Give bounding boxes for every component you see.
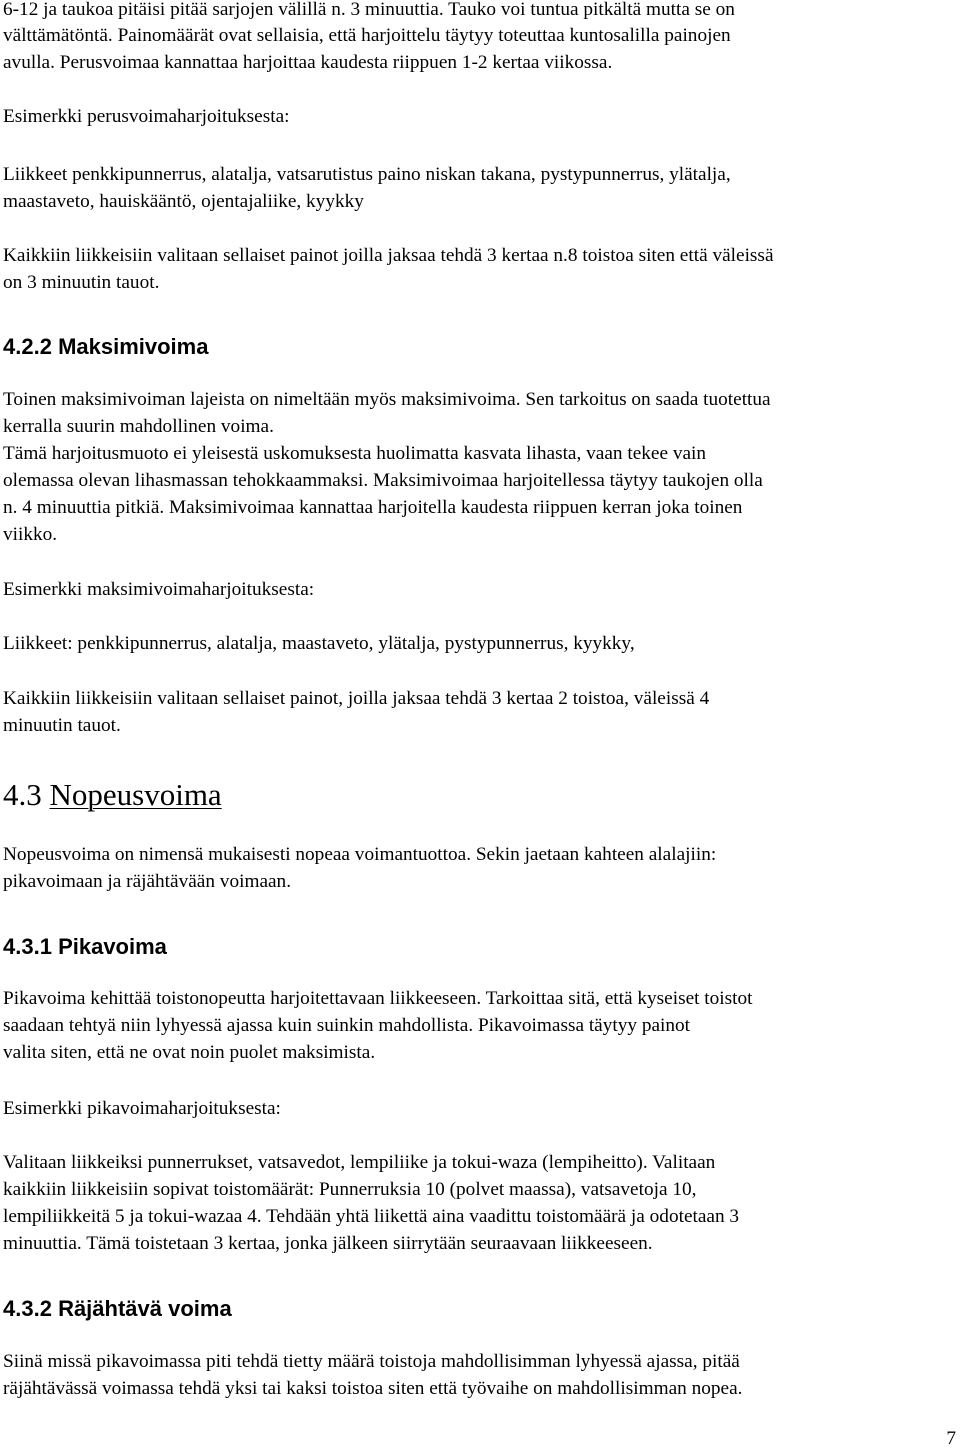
section-4-3-1-number: 4.3.1 — [3, 934, 52, 959]
section-4-3-title: Nopeusvoima — [49, 777, 222, 812]
section-4-3-number: 4.3 — [3, 777, 42, 812]
section-4-3-2-number: 4.3.2 — [3, 1296, 52, 1321]
section-4-3-1-heading — [3, 934, 167, 960]
section-4-3-1-line-3: valita siten, että ne ovat noin puolet maksimista. — [3, 1042, 376, 1063]
intro-line-2: välttämätöntä. Painomäärät ovat sellaisia, että harjoittelu täytyy toteuttaa kuntosalilla painojen — [3, 25, 731, 46]
section-4-2-2-line-1: Toinen maksimivoiman lajeista on nimeltään myös maksimivoima. Sen tarkoitus on saada tuotettua — [3, 389, 771, 410]
section-4-2-2-line-5: n. 4 minuuttia pitkiä. Maksimivoimaa kannattaa harjoitella kaudesta riippuen kerran joka toinen — [3, 497, 743, 518]
example1-weights-line-1: Kaikkiin liikkeisiin valitaan sellaiset painot joilla jaksaa tehdä 3 kertaa n.8 toistoa siten että väleissä — [3, 245, 774, 266]
example3-line-4: minuuttia. Tämä toistetaan 3 kertaa, jonka jälkeen siirrytään seuraavaan liikkeeseen. — [3, 1233, 653, 1254]
example2-weights-line-2: minuutin tauot. — [3, 715, 121, 736]
section-4-2-2-title: Maksimivoima — [58, 334, 209, 359]
section-4-3-1-line-1: Pikavoima kehittää toistonopeutta harjoitettavaan liikkeeseen. Tarkoittaa sitä, että kyseiset toistot — [3, 988, 753, 1009]
example2-moves: Liikkeet: penkkipunnerrus, alatalja, maastaveto, ylätalja, pystypunnerrus, kyykky, — [3, 633, 635, 654]
example2-heading: Esimerkki maksimivoimaharjoituksesta: — [3, 579, 315, 600]
intro-line-3: avulla. Perusvoimaa kannattaa harjoittaa kaudesta riippuen 1-2 kertaa viikossa. — [3, 52, 613, 73]
page-number: 7 — [946, 1428, 956, 1449]
section-4-3-line-1: Nopeusvoima on nimensä mukaisesti nopeaa voimantuottoa. Sekin jaetaan kahteen alalajiin: — [3, 844, 717, 865]
example3-line-1: Valitaan liikkeiksi punnerrukset, vatsavedot, lempiliike ja tokui-waza (lempiheitto). Valitaan — [3, 1152, 716, 1173]
section-4-3-2-heading — [3, 1296, 232, 1322]
section-4-3-1-line-2: saadaan tehtyä niin lyhyessä ajassa kuin suinkin mahdollista. Pikavoimassa täytyy painot — [3, 1015, 691, 1036]
section-4-2-2-line-3: Tämä harjoitusmuoto ei yleisestä uskomuksesta huolimatta kasvata lihasta, vaan tekee vain — [3, 443, 707, 464]
example1-heading: Esimerkki perusvoimaharjoituksesta: — [3, 106, 290, 127]
example1-moves-line-2: maastaveto, hauiskääntö, ojentajaliike, kyykky — [3, 191, 364, 212]
section-4-2-2-number: 4.2.2 — [3, 334, 52, 359]
example2-weights-line-1: Kaikkiin liikkeisiin valitaan sellaiset painot, joilla jaksaa tehdä 3 kertaa 2 toistoa, väleissä 4 — [3, 688, 710, 709]
example3-line-3: lempiliikkeitä 5 ja tokui-wazaa 4. Tehdään yhtä liikettä aina vaadittu toistomäärä ja odotetaan 3 — [3, 1206, 740, 1227]
intro-line-1: 6-12 ja taukoa pitäisi pitää sarjojen välillä n. 3 minuuttia. Tauko voi tuntua pitkältä mutta se on — [3, 0, 735, 20]
example1-moves-line-1: Liikkeet penkkipunnerrus, alatalja, vatsarutistus paino niskan takana, pystypunnerrus, ylätalja, — [3, 164, 731, 185]
section-4-3-2-line-1: Siinä missä pikavoimassa piti tehdä tietty määrä toistoja mahdollisimman lyhyessä ajassa, pitää — [3, 1351, 740, 1372]
section-4-3-line-2: pikavoimaan ja räjähtävään voimaan. — [3, 871, 292, 892]
section-4-2-2-line-4: olemassa olevan lihasmassan tehokkaammaksi. Maksimivoimaa harjoitellessa täytyy taukojen olla — [3, 470, 763, 491]
section-4-2-2-line-6: viikko. — [3, 524, 58, 545]
section-4-3-1-title: Pikavoima — [58, 934, 167, 959]
section-4-3-heading — [3, 777, 222, 813]
section-4-2-2-heading — [3, 334, 208, 360]
example3-heading: Esimerkki pikavoimaharjoituksesta: — [3, 1098, 281, 1119]
section-4-2-2-line-2: kerralla suurin mahdollinen voima. — [3, 416, 274, 437]
example1-weights-line-2: on 3 minuutin tauot. — [3, 272, 160, 293]
section-4-3-2-line-2: räjähtävässä voimassa tehdä yksi tai kaksi toistoa siten että työvaihe on mahdollisimman nopea. — [3, 1378, 743, 1399]
section-4-3-2-title: Räjähtävä voima — [58, 1296, 232, 1321]
example3-line-2: kaikkiin liikkeisiin sopivat toistomäärät: Punnerruksia 10 (polvet maassa), vatsavetoja 10, — [3, 1179, 697, 1200]
